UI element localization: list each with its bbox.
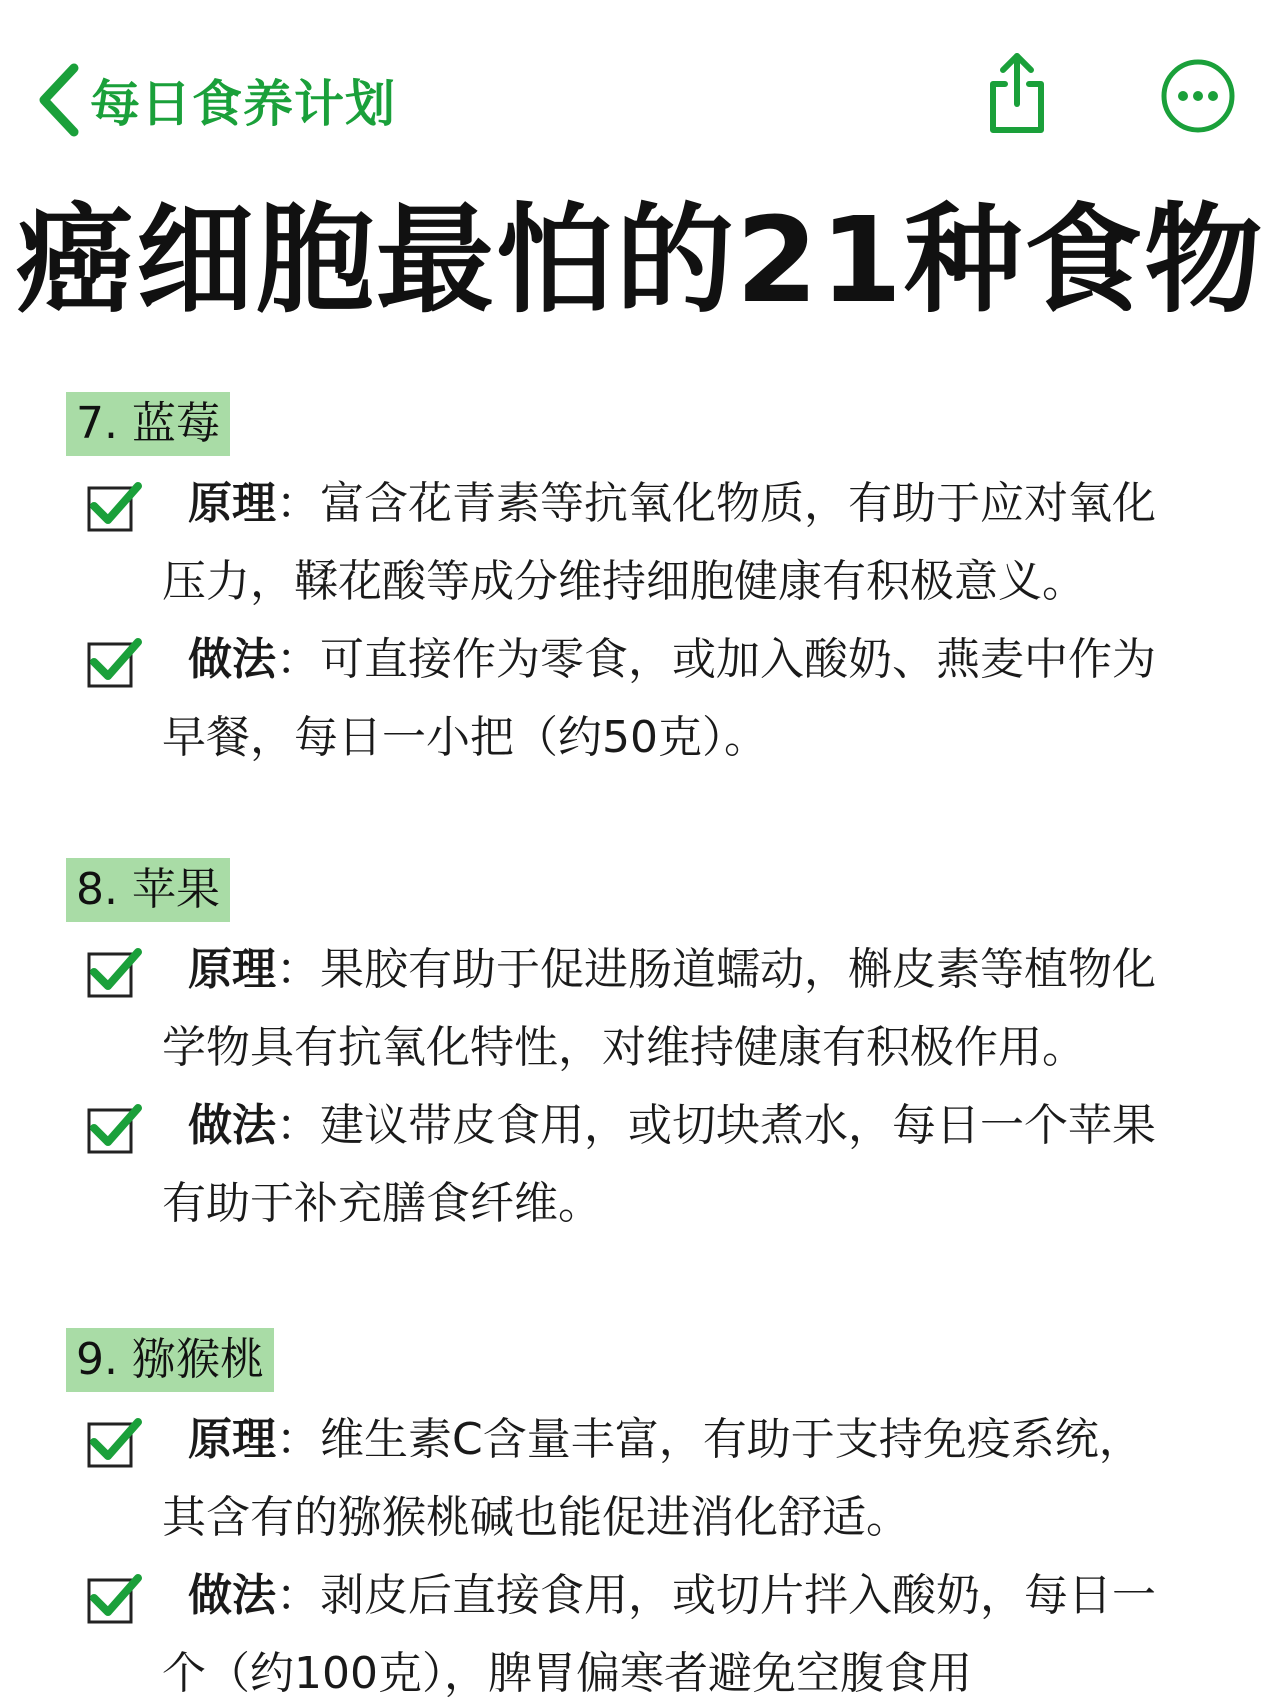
item-line-1: [188, 1408, 1248, 1472]
item-label: 做法: [188, 634, 276, 685]
section-tag: 7. 蓝莓: [66, 392, 230, 456]
item-separator: ：: [276, 1570, 320, 1621]
item-label: 原理: [188, 1414, 276, 1465]
share-icon[interactable]: [985, 50, 1049, 136]
item-label: 做法: [188, 1570, 276, 1621]
checkbox-checked-icon: [86, 1414, 142, 1470]
item-separator: ：: [276, 1100, 320, 1151]
section-tag: 9. 猕猴桃: [66, 1328, 274, 1392]
item-line-2: 其含有的猕猴桃碱也能促进消化舒适。: [162, 1492, 910, 1543]
checkbox-checked-icon: [86, 478, 142, 534]
more-options-icon[interactable]: [1160, 58, 1236, 134]
item-line-1: [188, 938, 1248, 1002]
item-text: 富含花青素等抗氧化物质，有助于应对氧化: [320, 478, 1156, 529]
checkbox-checked-icon: [86, 944, 142, 1000]
item-separator: ：: [276, 478, 320, 529]
item-label: 原理: [188, 944, 276, 995]
item-line-1: [188, 472, 1248, 536]
section-tag: 8. 苹果: [66, 858, 230, 922]
item-line-2: 压力，鞣花酸等成分维持细胞健康有积极意义。: [162, 556, 1086, 607]
item-text: 果胶有助于促进肠道蠕动，槲皮素等植物化: [320, 944, 1156, 995]
item-separator: ：: [276, 634, 320, 685]
item-separator: ：: [276, 944, 320, 995]
chevron-left-icon: [36, 62, 84, 138]
item-text: 可直接作为零食，或加入酸奶、燕麦中作为: [320, 634, 1156, 685]
item-line-2: 有助于补充膳食纤维。: [162, 1178, 602, 1229]
item-separator: ：: [276, 1414, 320, 1465]
item-line-1: [188, 1564, 1248, 1628]
item-line-1: [188, 1094, 1248, 1158]
back-label: 每日食养计划: [90, 75, 396, 133]
checkbox-checked-icon: [86, 634, 142, 690]
item-line-2: 早餐，每日一小把（约50克）。: [162, 712, 768, 763]
item-label: 做法: [188, 1100, 276, 1151]
back-button[interactable]: [36, 60, 396, 140]
item-text: 剥皮后直接食用，或切片拌入酸奶，每日一: [320, 1570, 1156, 1621]
page-title: 癌细胞最怕的21种食物: [15, 191, 1265, 329]
item-label: 原理: [188, 478, 276, 529]
item-line-2: 学物具有抗氧化特性，对维持健康有积极作用。: [162, 1022, 1086, 1073]
checkbox-checked-icon: [86, 1100, 142, 1156]
top-bar: [0, 0, 1280, 190]
item-line-1: [188, 628, 1248, 692]
item-line-2: 个（约100克），脾胃偏寒者避免空腹食用: [162, 1648, 972, 1699]
item-text: 维生素C含量丰富，有助于支持免疫系统，: [320, 1414, 1143, 1465]
checkbox-checked-icon: [86, 1570, 142, 1626]
item-text: 建议带皮食用，或切块煮水，每日一个苹果: [320, 1100, 1156, 1151]
